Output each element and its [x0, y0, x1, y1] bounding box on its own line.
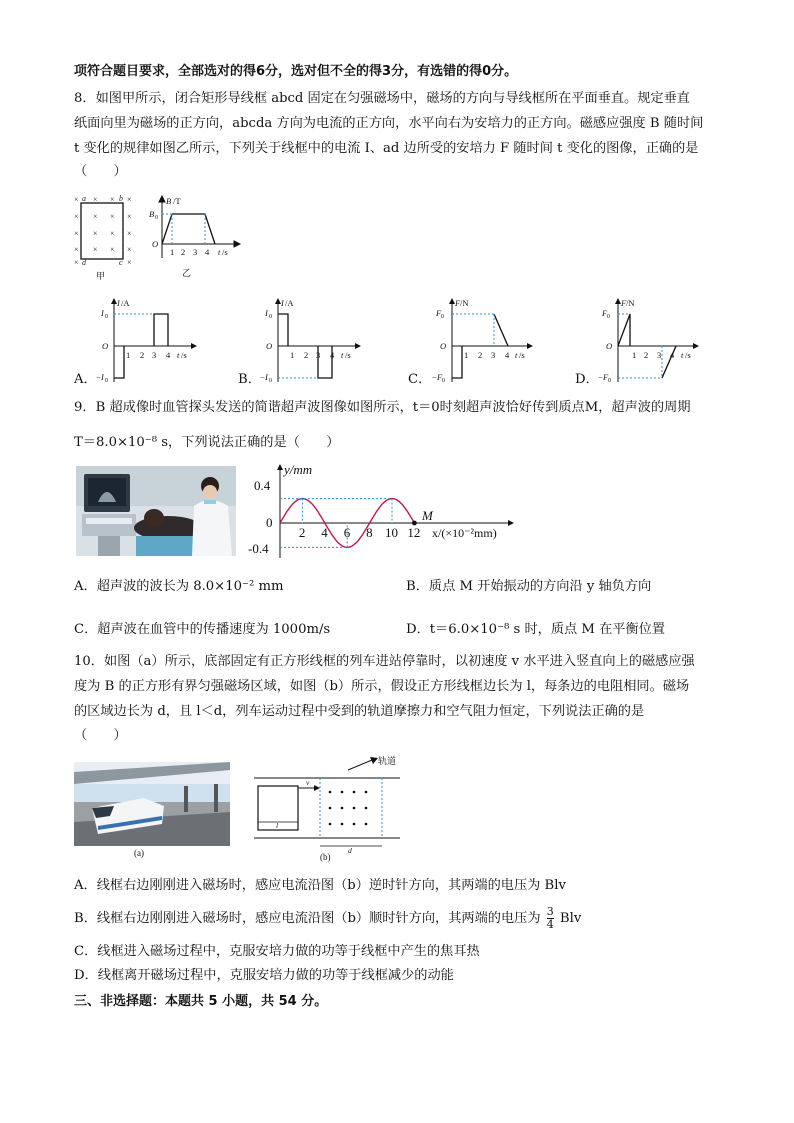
q8-option-a[interactable]: A．	[74, 372, 97, 387]
svg-text:1: 1	[170, 247, 175, 257]
ultrasound-photo	[76, 466, 236, 556]
svg-text:×: ×	[110, 212, 115, 221]
svg-text:/s: /s	[685, 350, 691, 360]
svg-text:I: I	[101, 372, 104, 382]
svg-text:b: b	[119, 194, 123, 203]
svg-text:F: F	[621, 298, 627, 308]
svg-text:0: 0	[155, 215, 158, 221]
fig-b-label: (b)	[320, 852, 331, 862]
fraction	[547, 906, 554, 931]
wave-xtick: 12	[407, 525, 421, 540]
wave-xtick: 6	[343, 525, 351, 540]
svg-text:−: −	[432, 372, 437, 382]
section-3-heading: 三、非选择题：本题共 5 小题，共 54 分。	[74, 994, 328, 1009]
svg-text:I: I	[117, 298, 120, 308]
svg-text:0: 0	[441, 314, 444, 320]
q8-line-1: 8．如图甲所示，闭合矩形导线框 abcd 固定在匀强磁场中，磁场的方向与导线框所在平面垂直。规定垂直	[74, 91, 690, 106]
svg-text:l: l	[276, 821, 279, 830]
wave-xtick: 10	[385, 525, 398, 540]
svg-text:d: d	[82, 258, 86, 267]
svg-text:0: 0	[105, 378, 108, 384]
svg-text:×: ×	[127, 229, 132, 238]
q9-option-b[interactable]: B．质点 M 开始振动的方向沿 y 轴负方向	[406, 579, 652, 594]
wave-xtick: 8	[366, 525, 373, 540]
svg-text:O: O	[440, 341, 447, 351]
svg-text:O: O	[606, 341, 613, 351]
svg-text:×: ×	[110, 195, 115, 204]
svg-text:×: ×	[74, 212, 79, 221]
svg-text:t: t	[515, 350, 518, 360]
svg-text:2: 2	[181, 247, 186, 257]
q8-option-c-graph	[432, 296, 542, 384]
svg-text:O: O	[266, 341, 273, 351]
q9-option-d[interactable]: D．t＝6.0×10⁻⁸ s 时，质点 M 在平衡位置	[406, 622, 666, 637]
q10-line-2: 度为 B 的正方形有界匀强磁场区域，如图（b）所示，假设正方形线框边长为 l，每条边的电阻相同。磁场	[74, 679, 690, 694]
svg-text:t: t	[177, 350, 180, 360]
q10-line-3: 的区域边长为 d，且 l＜d，列车运动过程中受到的轨道摩擦力和空气阻力恒定，下列说法正确的是	[74, 704, 645, 719]
q9-line-1: 9．B 超成像时血管探头发送的简谐超声波图像如图所示，t＝0时刻超声波恰好传到质点M，超声波的周期	[74, 400, 691, 415]
q8-yi-label: 乙	[182, 268, 192, 278]
svg-text:4: 4	[205, 247, 210, 257]
wave-ytick-zero: 0	[266, 515, 273, 530]
intro-line: 项符合题目要求，全部选对的得6分，选对但不全的得3分，有选错的得0分。	[74, 64, 518, 79]
svg-text:1: 1	[464, 350, 469, 360]
svg-text:×: ×	[93, 212, 98, 221]
svg-text:4: 4	[330, 350, 335, 360]
svg-text:I: I	[281, 298, 284, 308]
fraction-denominator: 4	[546, 918, 554, 931]
svg-text:×: ×	[127, 245, 132, 254]
svg-text:×: ×	[74, 258, 79, 267]
svg-text:×: ×	[74, 195, 79, 204]
wave-xlabel: x/(×10⁻²mm)	[432, 526, 497, 540]
q8-figure-jia	[72, 192, 132, 280]
q10-line-1: 10．如图（a）所示，底部固定有正方形线框的列车进站停靠时，以初速度 v 水平进入竖直向上的磁感应强	[74, 654, 695, 669]
svg-text:/A: /A	[285, 298, 294, 308]
q10-option-b-text: B．线框右边刚刚进入磁场时，感应电流沿图（b）顺时针方向，其两端的电压为	[74, 911, 541, 926]
q8-figure-yi	[142, 196, 242, 278]
svg-text:1: 1	[290, 350, 295, 360]
svg-text:×: ×	[93, 229, 98, 238]
svg-text:/s: /s	[181, 350, 187, 360]
svg-text:×: ×	[93, 245, 98, 254]
q10-option-b-suffix: Blv	[559, 911, 582, 926]
svg-text:/s: /s	[345, 350, 351, 360]
svg-text:2: 2	[644, 350, 649, 360]
svg-text:×: ×	[93, 195, 98, 204]
svg-text:×: ×	[110, 229, 115, 238]
svg-text:O: O	[102, 341, 109, 351]
q10-option-b[interactable]	[74, 906, 581, 931]
svg-text:3: 3	[491, 350, 496, 360]
svg-text:d: d	[348, 846, 352, 855]
q8-option-b[interactable]: B．	[238, 372, 261, 387]
q9-line-2: T＝8.0×10⁻⁸ s，下列说法正确的是（ ）	[74, 435, 340, 450]
svg-text:0: 0	[269, 314, 272, 320]
svg-text:c: c	[119, 258, 123, 267]
svg-text:F: F	[436, 308, 442, 318]
track-label: 轨道	[378, 756, 397, 766]
q10-diagram-b	[254, 754, 404, 864]
wave-ytick-top: 0.4	[254, 478, 271, 493]
train-photo	[74, 762, 230, 858]
svg-text:2: 2	[304, 350, 309, 360]
svg-text:t: t	[341, 350, 344, 360]
svg-text:B: B	[149, 209, 155, 219]
svg-text:4: 4	[670, 350, 675, 360]
svg-text:3: 3	[657, 350, 662, 360]
q8-option-d[interactable]: D．	[575, 372, 599, 387]
q8-line-4: （ ）	[74, 164, 127, 179]
q10-option-c[interactable]: C．线框进入磁场过程中，克服安培力做的功等于线框中产生的焦耳热	[74, 944, 480, 959]
svg-text:F: F	[603, 372, 609, 382]
q8-line-3: t 变化的规律如图乙所示，下列关于线框中的电流 I、ad 边所受的安培力 F 随时间 t 变化的图像，正确的是	[74, 141, 699, 156]
q8-option-a-graph	[96, 296, 206, 384]
svg-text:−: −	[598, 372, 603, 382]
svg-text:2: 2	[140, 350, 145, 360]
q8-line-2: 纸面向里为磁场的正方向，abcda 方向为电流的正方向，水平向右为安培力的正方向。磁感应强度 B 随时间	[74, 116, 704, 131]
svg-text:I: I	[101, 308, 104, 318]
svg-text:/N: /N	[460, 298, 469, 308]
svg-text:×: ×	[127, 212, 132, 221]
fig-a-label: (a)	[134, 848, 144, 858]
svg-text:−: −	[260, 372, 265, 382]
svg-text:1: 1	[632, 350, 637, 360]
wave-xtick: 2	[298, 525, 306, 540]
wave-xtick: 4	[321, 525, 328, 540]
svg-text:/A: /A	[121, 298, 130, 308]
svg-text:1: 1	[126, 350, 131, 360]
svg-text:/N: /N	[626, 298, 635, 308]
svg-text:F: F	[437, 372, 443, 382]
q8-jia-label: 甲	[96, 271, 106, 281]
svg-text:4: 4	[505, 350, 510, 360]
svg-text:t: t	[681, 350, 684, 360]
svg-text:0: 0	[608, 378, 611, 384]
svg-text:0: 0	[105, 314, 108, 320]
svg-text:/T: /T	[173, 196, 181, 206]
svg-text:I: I	[265, 308, 268, 318]
q10-option-a[interactable]: A．线框右边刚刚进入磁场时，感应电流沿图（b）逆时针方向，其两端的电压为 Blv	[74, 878, 566, 893]
svg-text:I: I	[265, 372, 268, 382]
svg-text:O: O	[152, 239, 159, 249]
svg-text:0: 0	[442, 378, 445, 384]
wave-ylabel: y/mm	[284, 462, 313, 477]
svg-text:t: t	[218, 247, 221, 257]
q9-wave-graph	[246, 462, 516, 562]
fraction-numerator: 3	[546, 905, 554, 918]
q9-option-c[interactable]: C．超声波在血管中的传播速度为 1000m/s	[74, 622, 331, 637]
svg-text:×: ×	[110, 245, 115, 254]
svg-text:0: 0	[607, 314, 610, 320]
svg-text:F: F	[455, 298, 461, 308]
q10-line-4: （ ）	[74, 728, 127, 743]
q8-option-b-graph	[260, 296, 370, 384]
svg-text:−: −	[96, 372, 101, 382]
svg-text:×: ×	[74, 245, 79, 254]
svg-text:3: 3	[152, 350, 157, 360]
svg-text:×: ×	[127, 258, 132, 267]
wave-point-label: M	[422, 508, 433, 523]
svg-text:2: 2	[478, 350, 483, 360]
svg-text:3: 3	[316, 350, 321, 360]
q9-option-a[interactable]: A．超声波的波长为 8.0×10⁻² mm	[74, 579, 284, 594]
wave-ytick-bottom: -0.4	[248, 541, 269, 556]
svg-text:F: F	[602, 308, 608, 318]
svg-text:×: ×	[127, 195, 132, 204]
svg-text:/s: /s	[222, 247, 228, 257]
q8-option-d-graph	[598, 296, 708, 384]
svg-text:v: v	[306, 778, 310, 787]
svg-text:3: 3	[193, 247, 198, 257]
svg-text:/s: /s	[519, 350, 525, 360]
q10-option-d[interactable]: D．线框离开磁场过程中，克服安培力做的功等于线框减少的动能	[74, 968, 454, 983]
svg-text:B: B	[166, 196, 172, 206]
svg-text:a: a	[82, 194, 86, 203]
svg-text:×: ×	[74, 229, 79, 238]
q8-option-c[interactable]: C．	[408, 372, 432, 387]
svg-text:4: 4	[166, 350, 171, 360]
svg-text:0: 0	[269, 378, 272, 384]
